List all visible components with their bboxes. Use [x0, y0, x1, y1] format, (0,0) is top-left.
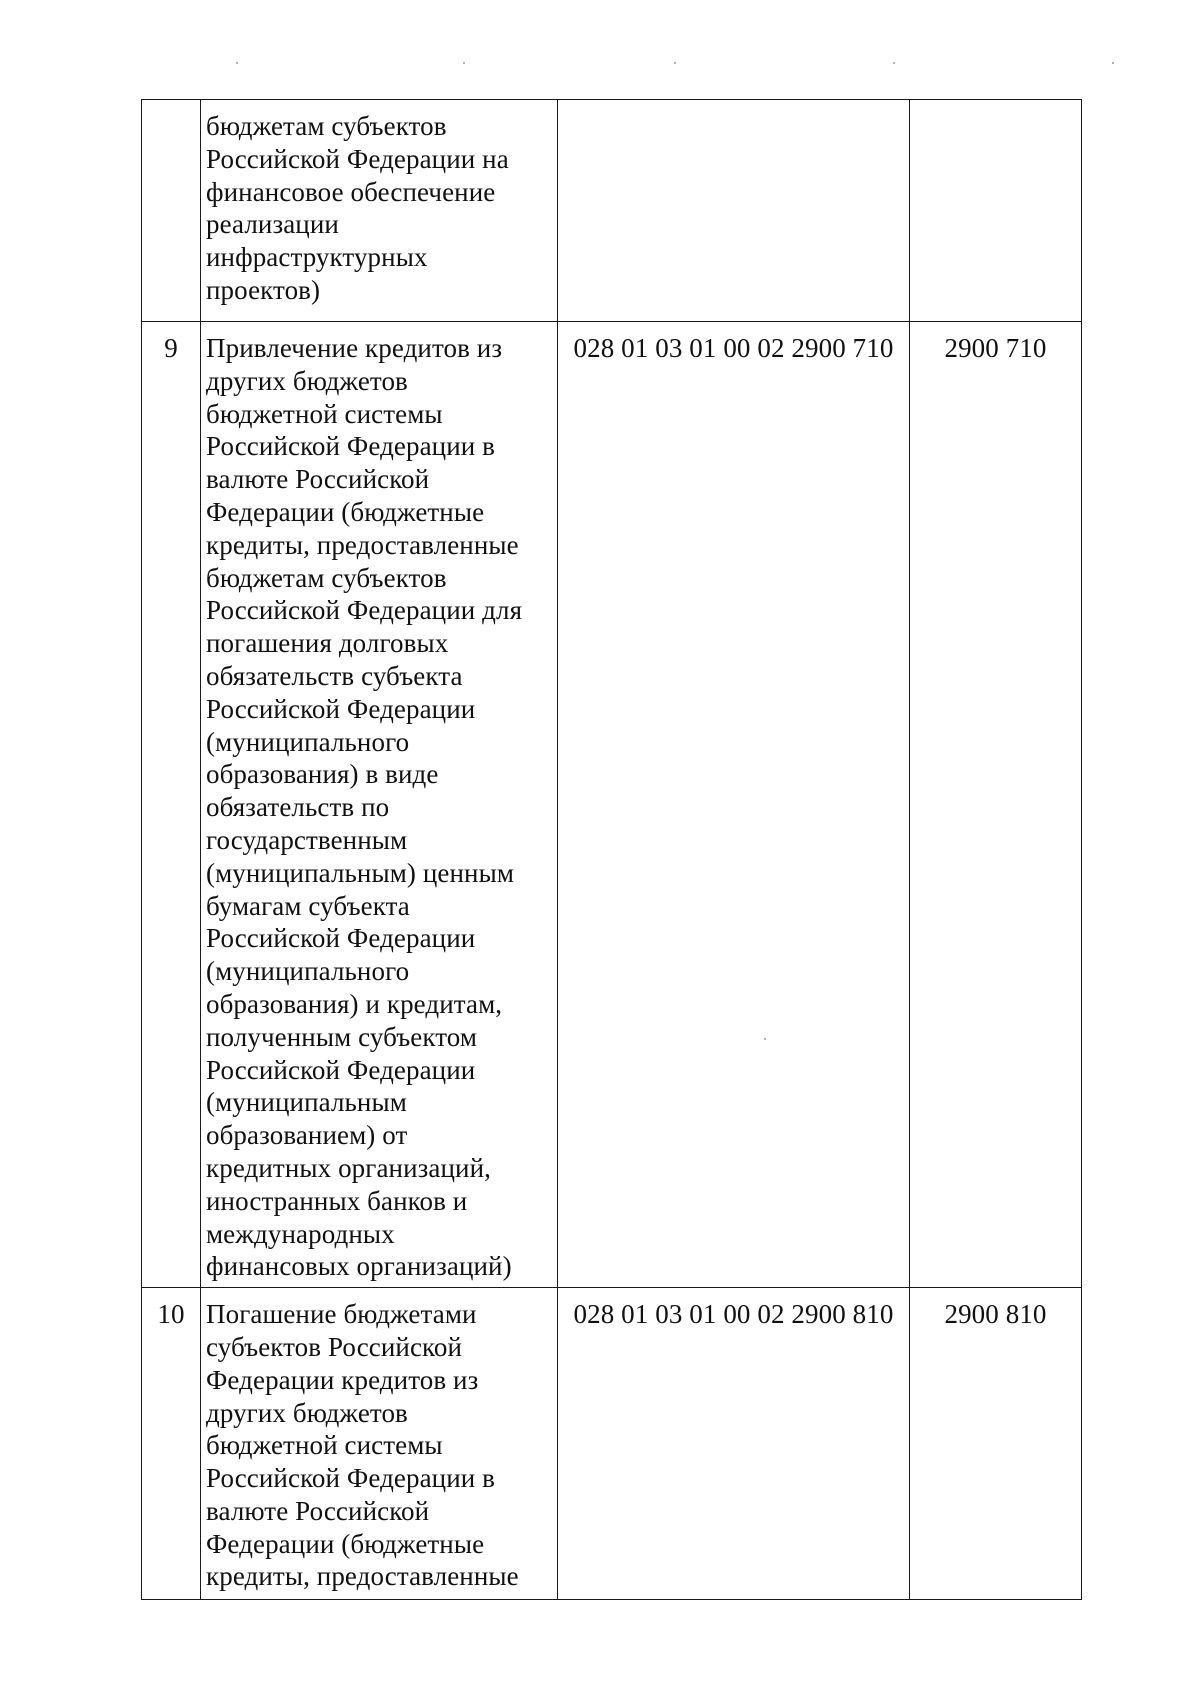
name-text-line: Привлечение кредитов из [206, 333, 503, 363]
table-row [142, 322, 1082, 1288]
budget-sources-table [141, 99, 1082, 1600]
row-name-cell [201, 322, 558, 1288]
name-text-line: кредиты, предоставленные [206, 529, 519, 560]
name-text-line: обязательств субъекта [206, 660, 463, 691]
budget-code-cell [558, 100, 910, 322]
row-name-cell [201, 1288, 558, 1600]
name-text-line: субъектов Российской [206, 1331, 463, 1362]
name-text-line: инфраструктурных [206, 242, 428, 273]
name-text-line: других бюджетов [206, 365, 408, 396]
name-text-line: Российской Федерации в [206, 431, 496, 462]
budget-code-cell: 028 01 03 01 00 02 2900 810 [558, 1288, 910, 1600]
name-text-line: (муниципального [206, 956, 410, 987]
table-row [142, 1288, 1082, 1600]
name-text-line: государственным [206, 824, 408, 855]
row-number-cell [142, 100, 201, 322]
name-text-line: реализации [206, 209, 339, 240]
short-code-cell: 2900 710 [910, 322, 1082, 1288]
name-text-line: кредитных организаций, [206, 1152, 491, 1183]
name-text-line: образования) в виде [206, 759, 439, 790]
name-text-line: Российской Федерации в [206, 1463, 496, 1494]
name-text-line: бюджетной системы [206, 398, 443, 429]
name-text-line: международных [206, 1218, 395, 1249]
table-row [142, 100, 1082, 322]
name-text-line: Российской Федерации [206, 1054, 476, 1085]
name-text-line: валюте Российской [206, 1495, 430, 1526]
name-text-line: Российской Федерации [206, 923, 476, 954]
short-code-cell [910, 100, 1082, 322]
name-text-line: погашения долговых [206, 628, 449, 659]
scan-speck [236, 62, 238, 64]
name-text-line: бюджетам субъектов [206, 111, 447, 141]
scan-speck [463, 62, 465, 64]
name-text-line: образования) и кредитам, [206, 988, 503, 1019]
name-text-line: проектов) [206, 274, 321, 305]
name-text-line: Федерации кредитов из [206, 1364, 479, 1395]
name-text-line: бюджетной системы [206, 1430, 443, 1461]
row-name-cell [201, 100, 558, 322]
row-number-cell: 10 [142, 1288, 201, 1600]
name-text-line: бумагам субъекта [206, 890, 410, 921]
name-text-line: (муниципальным [206, 1087, 407, 1118]
name-text-line: полученным субъектом [206, 1021, 478, 1052]
scan-speck [1112, 62, 1114, 64]
name-text-line: финансовое обеспечение [206, 176, 496, 207]
row-number-cell: 9 [142, 322, 201, 1288]
name-text-line: Федерации (бюджетные [206, 1528, 485, 1559]
name-text-line: Российской Федерации на [206, 143, 509, 174]
name-text-line: Российской Федерации для [206, 595, 523, 626]
scan-speck [893, 62, 895, 64]
budget-code-cell: 028 01 03 01 00 02 2900 710 [558, 322, 910, 1288]
name-text-line: Российской Федерации [206, 693, 476, 724]
scan-speck [674, 62, 676, 64]
name-text-line: Погашение бюджетами [206, 1299, 477, 1330]
name-text-line: валюте Российской [206, 464, 430, 495]
name-text-line: иностранных банков и [206, 1185, 468, 1216]
name-text-line: других бюджетов [206, 1397, 408, 1428]
short-code-cell: 2900 810 [910, 1288, 1082, 1600]
name-text-line: финансовых организаций) [206, 1251, 512, 1282]
name-text-line: бюджетам субъектов [206, 562, 447, 593]
name-text-line: кредиты, предоставленные [206, 1561, 519, 1592]
name-text-line: образованием) от [206, 1120, 408, 1151]
name-text-line: (муниципальным) ценным [206, 857, 515, 888]
name-text-line: (муниципального [206, 726, 410, 757]
name-text-line: обязательств по [206, 792, 390, 823]
name-text-line: Федерации (бюджетные [206, 496, 485, 527]
